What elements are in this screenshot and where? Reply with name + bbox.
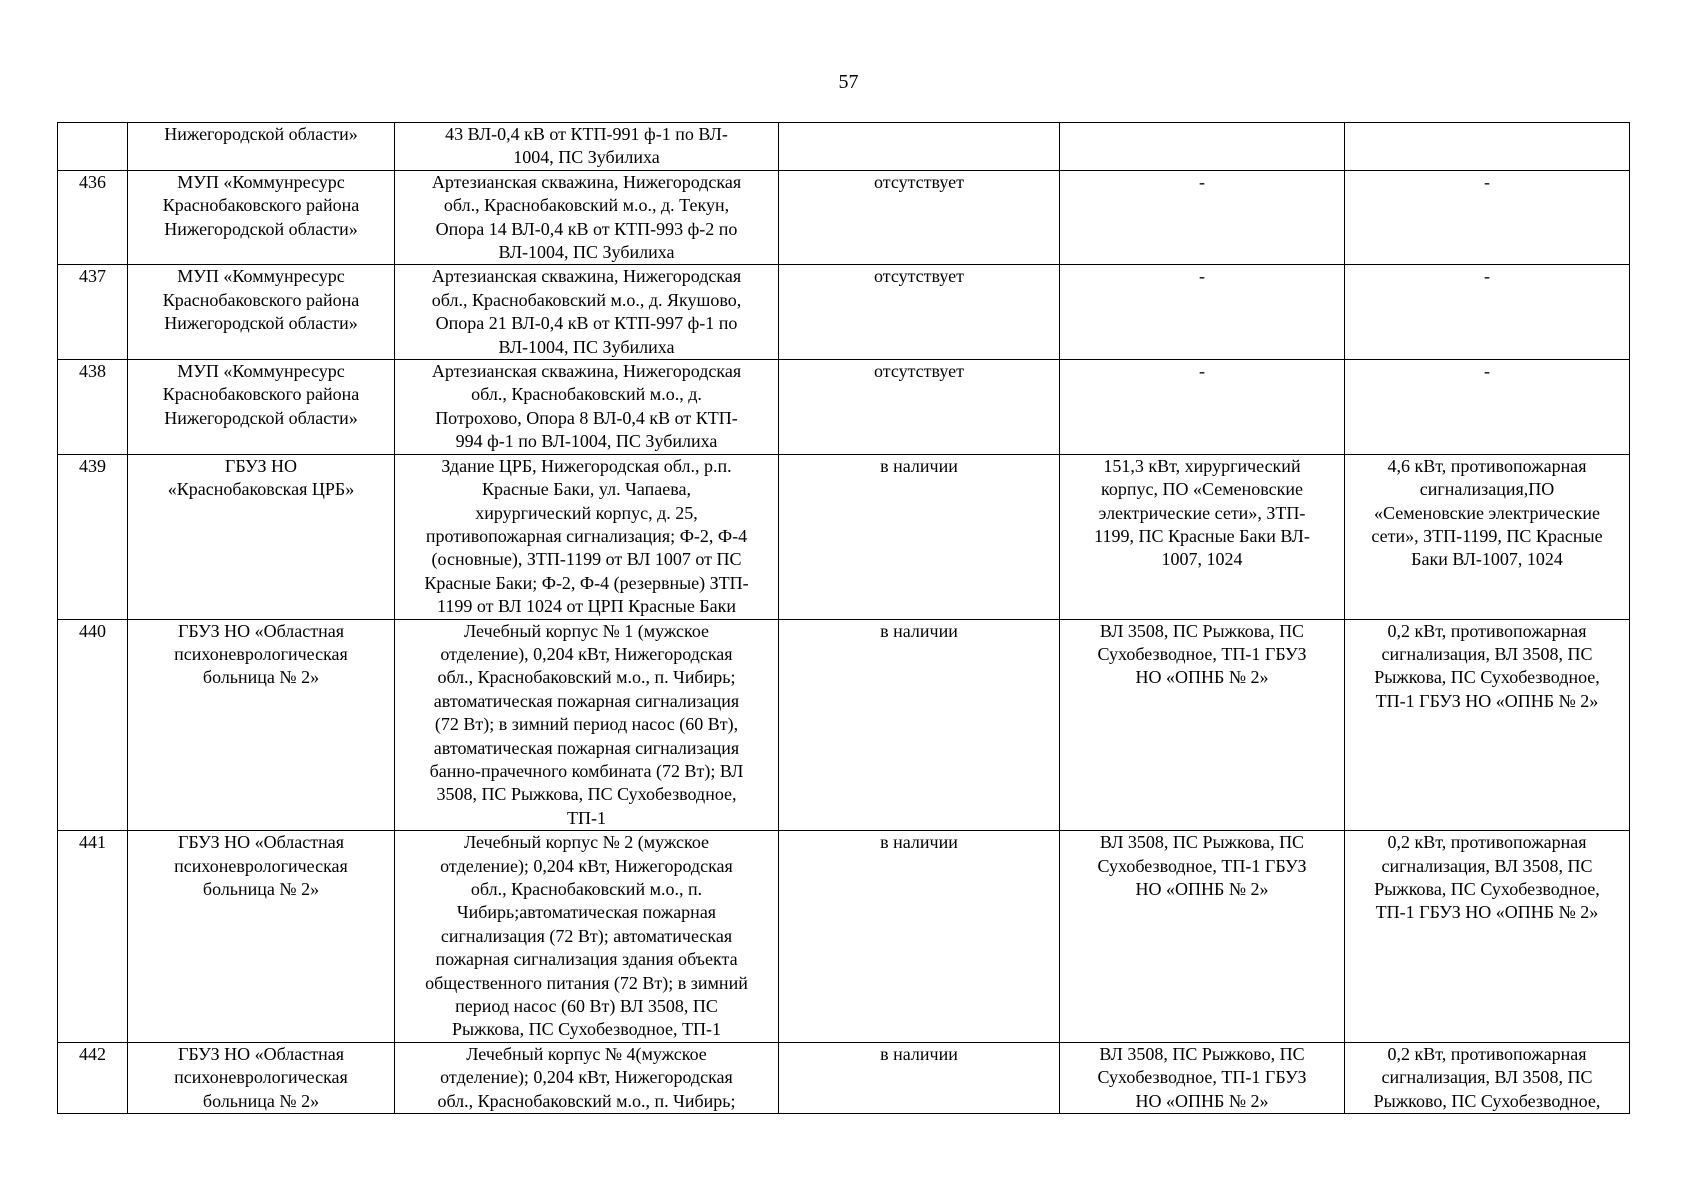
cell-line: пожарная сигнализация здания объекта bbox=[435, 949, 738, 970]
cell-object bbox=[395, 360, 779, 455]
cell-line: ГБУЗ НО «Областная bbox=[177, 620, 345, 641]
cell-power-source bbox=[1060, 619, 1345, 831]
cell-line: ГБУЗ НО «Областная bbox=[177, 1043, 345, 1064]
cell-line: Нижегородской области» bbox=[164, 407, 358, 428]
cell-reserve-source bbox=[1345, 619, 1630, 831]
cell-line: 994 ф-1 по ВЛ-1004, ПС Зубилиха bbox=[455, 431, 718, 452]
cell-line: Нижегородской области» bbox=[164, 218, 358, 239]
table-row bbox=[58, 123, 1630, 171]
cell-line: отсутствует bbox=[873, 361, 965, 382]
cell-status bbox=[779, 360, 1060, 455]
cell-line: - bbox=[1484, 171, 1490, 192]
cell-organization bbox=[128, 123, 395, 171]
table-row bbox=[58, 360, 1630, 455]
cell-line: Лечебный корпус № 1 (мужское bbox=[463, 620, 710, 641]
cell-line: - bbox=[1484, 361, 1490, 382]
cell-line: отсутствует bbox=[873, 266, 965, 287]
cell-line: в наличии bbox=[880, 620, 958, 641]
cell-line: ГБУЗ НО bbox=[224, 455, 298, 476]
cell-power-source bbox=[1060, 265, 1345, 360]
cell-line: период насос (60 Вт) ВЛ 3508, ПС bbox=[455, 996, 718, 1017]
cell-power-source bbox=[1060, 123, 1345, 171]
cell-line: Нижегородской области» bbox=[164, 313, 358, 334]
cell-line: банно-прачечного комбината (72 Вт); ВЛ bbox=[429, 760, 744, 781]
cell-line: больница № 2» bbox=[202, 879, 320, 899]
cell-line: Сухобезводное, ТП-1 ГБУЗ bbox=[1097, 643, 1307, 664]
cell-line: ВЛ 3508, ПС Рыжково, ПС bbox=[1099, 1043, 1305, 1064]
cell-object bbox=[395, 831, 779, 1043]
cell-line: 1199 от ВЛ 1024 от ЦРП Красные Баки bbox=[436, 596, 737, 617]
cell-line: больница № 2» bbox=[202, 667, 320, 688]
cell-line: автоматическая пожарная сигнализация bbox=[433, 690, 740, 711]
cell-line: сети», ЗТП-1199, ПС Красные bbox=[1371, 525, 1603, 546]
cell-line: обл., Краснобаковский м.о., д. Якушово, bbox=[431, 289, 742, 310]
cell-line: Красные Баки, ул. Чапаева, bbox=[482, 479, 691, 500]
cell-line: отделение), 0,204 кВт, Нижегородская bbox=[440, 643, 733, 664]
cell-line: - bbox=[1199, 171, 1205, 192]
cell-status bbox=[779, 831, 1060, 1043]
cell-line: отделение); 0,204 кВт, Нижегородская bbox=[440, 1067, 733, 1088]
cell-line: сигнализация (72 Вт); автоматическая bbox=[440, 925, 733, 946]
cell-object bbox=[395, 123, 779, 171]
cell-line: Потрохово, Опора 8 ВЛ-0,4 кВ от КТП- bbox=[435, 407, 738, 428]
cell-line: обл., Краснобаковский м.о., п. bbox=[470, 879, 703, 899]
cell-line: больница № 2» bbox=[202, 1090, 320, 1111]
table-row bbox=[58, 170, 1630, 265]
cell-object bbox=[395, 1042, 779, 1113]
cell-reserve-source bbox=[1345, 265, 1630, 360]
cell-line: обл., Краснобаковский м.о., п. Чибирь; bbox=[437, 1090, 736, 1111]
cell-line: (основные), ЗТП-1199 от ВЛ 1007 от ПС bbox=[431, 549, 742, 570]
cell-line: Артезианская скважина, Нижегородская bbox=[431, 266, 742, 287]
cell-power-source bbox=[1060, 1042, 1345, 1113]
cell-line: противопожарная сигнализация; Ф-2, Ф-4 bbox=[425, 525, 748, 546]
cell-line: - bbox=[1484, 266, 1490, 287]
cell-number: 441 bbox=[58, 831, 128, 1043]
cell-line: 0,2 кВт, противопожарная bbox=[1387, 620, 1587, 641]
cell-line: психоневрологическая bbox=[174, 855, 348, 876]
table-row bbox=[58, 454, 1630, 619]
cell-line: «Краснобаковская ЦРБ» bbox=[167, 479, 355, 500]
cell-line: в наличии bbox=[880, 1043, 958, 1064]
cell-line: МУП «Коммунресурс bbox=[177, 361, 345, 382]
cell-line: 1199, ПС Красные Баки ВЛ- bbox=[1094, 525, 1310, 546]
cell-line: Рыжково, ПС Сухобезводное, bbox=[1373, 1090, 1601, 1111]
table-row bbox=[58, 831, 1630, 1043]
cell-line: сигнализация, ВЛ 3508, ПС bbox=[1381, 643, 1593, 664]
table-row bbox=[58, 1042, 1630, 1113]
table-body bbox=[58, 123, 1630, 1114]
cell-line: Краснобаковского района bbox=[162, 289, 360, 310]
cell-power-source bbox=[1060, 170, 1345, 265]
cell-line: Сухобезводное, ТП-1 ГБУЗ bbox=[1097, 1067, 1307, 1088]
cell-line: ТП-1 ГБУЗ НО «ОПНБ № 2» bbox=[1375, 690, 1599, 711]
cell-line: Рыжкова, ПС Сухобезводное, ТП-1 bbox=[451, 1019, 722, 1040]
cell-line: Рыжкова, ПС Сухобезводное, bbox=[1374, 879, 1600, 899]
cell-line: НО «ОПНБ № 2» bbox=[1135, 667, 1269, 688]
cell-organization bbox=[128, 170, 395, 265]
cell-line: МУП «Коммунресурс bbox=[177, 171, 345, 192]
cell-line: (72 Вт); в зимний период насос (60 Вт), bbox=[434, 714, 739, 735]
cell-power-source bbox=[1060, 360, 1345, 455]
cell-line: отделение); 0,204 кВт, Нижегородская bbox=[440, 855, 733, 876]
cell-line: психоневрологическая bbox=[174, 643, 348, 664]
cell-line: Здание ЦРБ, Нижегородская обл., р.п. bbox=[441, 455, 732, 476]
cell-line: электрические сети», ЗТП- bbox=[1098, 502, 1306, 523]
cell-status bbox=[779, 454, 1060, 619]
cell-reserve-source bbox=[1345, 454, 1630, 619]
cell-line: Баки ВЛ-1007, 1024 bbox=[1411, 549, 1563, 570]
cell-reserve-source bbox=[1345, 360, 1630, 455]
cell-line: НО «ОПНБ № 2» bbox=[1135, 1090, 1269, 1111]
cell-line: МУП «Коммунресурс bbox=[177, 266, 345, 287]
cell-line: 43 ВЛ-0,4 кВ от КТП-991 ф-1 по ВЛ- bbox=[445, 124, 728, 144]
cell-line: ТП-1 ГБУЗ НО «ОПНБ № 2» bbox=[1375, 902, 1599, 923]
cell-status bbox=[779, 265, 1060, 360]
cell-line: Красные Баки; Ф-2, Ф-4 (резервные) ЗТП- bbox=[424, 572, 749, 593]
cell-line: обл., Краснобаковский м.о., д. Текун, bbox=[443, 195, 730, 216]
cell-line: 4,6 кВт, противопожарная bbox=[1387, 455, 1587, 476]
cell-organization bbox=[128, 454, 395, 619]
cell-line: - bbox=[1199, 266, 1205, 287]
cell-organization bbox=[128, 1042, 395, 1113]
cell-line: корпус, ПО «Семеновские bbox=[1101, 479, 1303, 500]
cell-power-source bbox=[1060, 831, 1345, 1043]
cell-line: Краснобаковского района bbox=[162, 195, 360, 216]
cell-line: Опора 21 ВЛ-0,4 кВ от КТП-997 ф-1 по bbox=[435, 313, 738, 334]
cell-status bbox=[779, 170, 1060, 265]
cell-line: обл., Краснобаковский м.о., д. bbox=[471, 384, 702, 405]
cell-line: обл., Краснобаковский м.о., п. Чибирь; bbox=[437, 667, 736, 688]
cell-line: хирургический корпус, д. 25, bbox=[475, 502, 698, 523]
cell-object bbox=[395, 619, 779, 831]
cell-number bbox=[58, 123, 128, 171]
cell-number: 440 bbox=[58, 619, 128, 831]
cell-line: 3508, ПС Рыжкова, ПС Сухобезводное, bbox=[436, 784, 737, 805]
cell-object bbox=[395, 454, 779, 619]
cell-number: 438 bbox=[58, 360, 128, 455]
cell-line: ВЛ-1004, ПС Зубилиха bbox=[498, 242, 675, 263]
cell-status bbox=[779, 1042, 1060, 1113]
cell-line: Лечебный корпус № 2 (мужское bbox=[463, 832, 710, 853]
cell-line: 0,2 кВт, противопожарная bbox=[1387, 1043, 1587, 1064]
cell-line: ВЛ 3508, ПС Рыжкова, ПС bbox=[1099, 832, 1305, 853]
cell-line: сигнализация, ВЛ 3508, ПС bbox=[1381, 1067, 1593, 1088]
cell-reserve-source bbox=[1345, 123, 1630, 171]
cell-line: Артезианская скважина, Нижегородская bbox=[431, 361, 742, 382]
cell-line: Лечебный корпус № 4(мужское bbox=[466, 1043, 707, 1064]
cell-number: 442 bbox=[58, 1042, 128, 1113]
cell-line: отсутствует bbox=[873, 171, 965, 192]
cell-organization bbox=[128, 265, 395, 360]
cell-line: Артезианская скважина, Нижегородская bbox=[431, 171, 742, 192]
cell-line: психоневрологическая bbox=[174, 1067, 348, 1088]
cell-line: сигнализация,ПО bbox=[1419, 479, 1555, 500]
cell-object bbox=[395, 265, 779, 360]
cell-line: сигнализация, ВЛ 3508, ПС bbox=[1381, 855, 1593, 876]
cell-reserve-source bbox=[1345, 1042, 1630, 1113]
cell-reserve-source bbox=[1345, 831, 1630, 1043]
cell-object bbox=[395, 170, 779, 265]
cell-line: Опора 14 ВЛ-0,4 кВ от КТП-993 ф-2 по bbox=[435, 218, 738, 239]
cell-line: ВЛ 3508, ПС Рыжкова, ПС bbox=[1099, 620, 1305, 641]
cell-organization bbox=[128, 619, 395, 831]
cell-line: - bbox=[1199, 361, 1205, 382]
cell-line: Сухобезводное, ТП-1 ГБУЗ bbox=[1097, 855, 1307, 876]
page-number: 57 bbox=[838, 71, 859, 93]
cell-reserve-source bbox=[1345, 170, 1630, 265]
cell-line: ТП-1 bbox=[567, 807, 606, 828]
cell-line: Рыжкова, ПС Сухобезводное, bbox=[1374, 667, 1600, 688]
registry-table bbox=[57, 122, 1630, 1114]
cell-line: в наличии bbox=[880, 455, 958, 476]
cell-status bbox=[779, 619, 1060, 831]
cell-line: Чибирь;автоматическая пожарная bbox=[456, 902, 717, 923]
cell-line: общественного питания (72 Вт); в зимний bbox=[425, 972, 748, 993]
cell-line: Краснобаковского района bbox=[162, 384, 360, 405]
cell-power-source bbox=[1060, 454, 1345, 619]
cell-line: автоматическая пожарная сигнализация bbox=[433, 737, 740, 758]
cell-line: 1007, 1024 bbox=[1161, 549, 1243, 570]
cell-line: 1004, ПС Зубилиха bbox=[513, 147, 660, 168]
cell-organization bbox=[128, 360, 395, 455]
cell-line: 0,2 кВт, противопожарная bbox=[1387, 832, 1587, 853]
cell-number: 437 bbox=[58, 265, 128, 360]
table-row bbox=[58, 619, 1630, 831]
cell-line: ВЛ-1004, ПС Зубилиха bbox=[498, 336, 675, 357]
table-row bbox=[58, 265, 1630, 360]
cell-line: ГБУЗ НО «Областная bbox=[177, 832, 345, 853]
cell-line: Нижегородской области» bbox=[164, 124, 358, 144]
cell-number: 439 bbox=[58, 454, 128, 619]
cell-number: 436 bbox=[58, 170, 128, 265]
cell-line: в наличии bbox=[880, 832, 958, 853]
cell-line: 151,3 кВт, хирургический bbox=[1103, 455, 1301, 476]
cell-status bbox=[779, 123, 1060, 171]
cell-line: «Семеновские электрические bbox=[1374, 502, 1600, 523]
cell-organization bbox=[128, 831, 395, 1043]
cell-line: НО «ОПНБ № 2» bbox=[1135, 879, 1269, 899]
